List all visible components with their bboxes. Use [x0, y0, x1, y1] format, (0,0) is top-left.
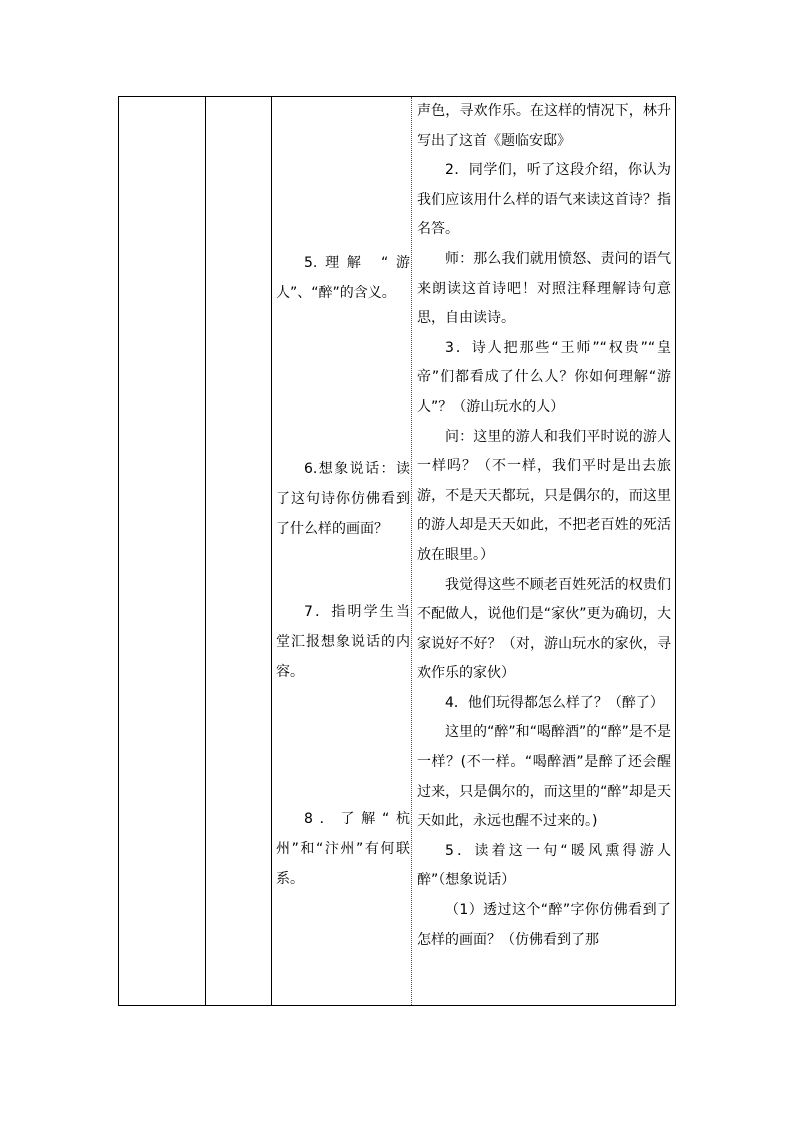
column-divider-2 [271, 97, 272, 1005]
paragraph: 5．读着这一句“暖风熏得游人醉”（想象说话） [417, 842, 671, 889]
paragraph: 这里的“醉”和“喝醉酒”的“醉”是不是一样？(不一样。“喝醉酒”是醉了还会醒过来，只是偶尔的，而这里的“醉”却是天天如此，永远也醒不过来的。) [417, 724, 671, 830]
activity-text: 8．了解“杭州”和“汴州”有何联系。 [276, 811, 410, 887]
paragraph: 声色，寻欢作乐。在这样的情况下，林升写出了这首《题临安邸》 [417, 103, 671, 149]
paragraph: 4．他们玩得都怎么样了？（醉了） [445, 694, 664, 711]
paragraph: 师：那么我们就用愤怒、责问的语气来朗读这首诗吧！对照注释理解诗句意思，自由读诗。 [417, 250, 671, 327]
activity-cell-5 [276, 248, 410, 308]
activity-text: 5.理解 “游人”、“醉”的含义。 [276, 255, 410, 301]
activity-cell-6 [276, 454, 410, 544]
activity-text: 6.想象说话：读了这句诗你仿佛看到了什么样的画面？ [276, 461, 410, 537]
column-divider-3 [411, 97, 412, 1005]
teaching-process-cell [417, 97, 671, 955]
paragraph: 问：这里的游人和我们平时说的游人一样吗？（不一样，我们平时是出去旅游，不是天天都玩，只是偶尔的，而这里的游人却是天天如此，不把老百姓的死活放在眼里。） [417, 428, 671, 563]
paragraph: 3．诗人把那些“王师”“权贵”“皇帝”们都看成了什么人？你如何理解“游人”？（游山玩水的人） [417, 339, 671, 415]
paragraph: 2．同学们，听了这段介绍，你认为我们应该用什么样的语气来读这首诗？指名答。 [417, 162, 671, 238]
activity-cell-8 [276, 804, 410, 894]
paragraph: （1）透过这个“醉”字你仿佛看到了怎样的画面？（仿佛看到了那 [417, 902, 671, 948]
paragraph: 我觉得这些不顾老百姓死活的权贵们不配做人，说他们是“家伙”更为确切，大家说好不好？（对，游山玩水的家伙，寻欢作乐的家伙） [417, 576, 671, 682]
activity-cell-7 [276, 597, 410, 687]
column-divider-1 [205, 97, 206, 1005]
activity-text: 7．指明学生当堂汇报想象说话的内容。 [276, 604, 410, 680]
